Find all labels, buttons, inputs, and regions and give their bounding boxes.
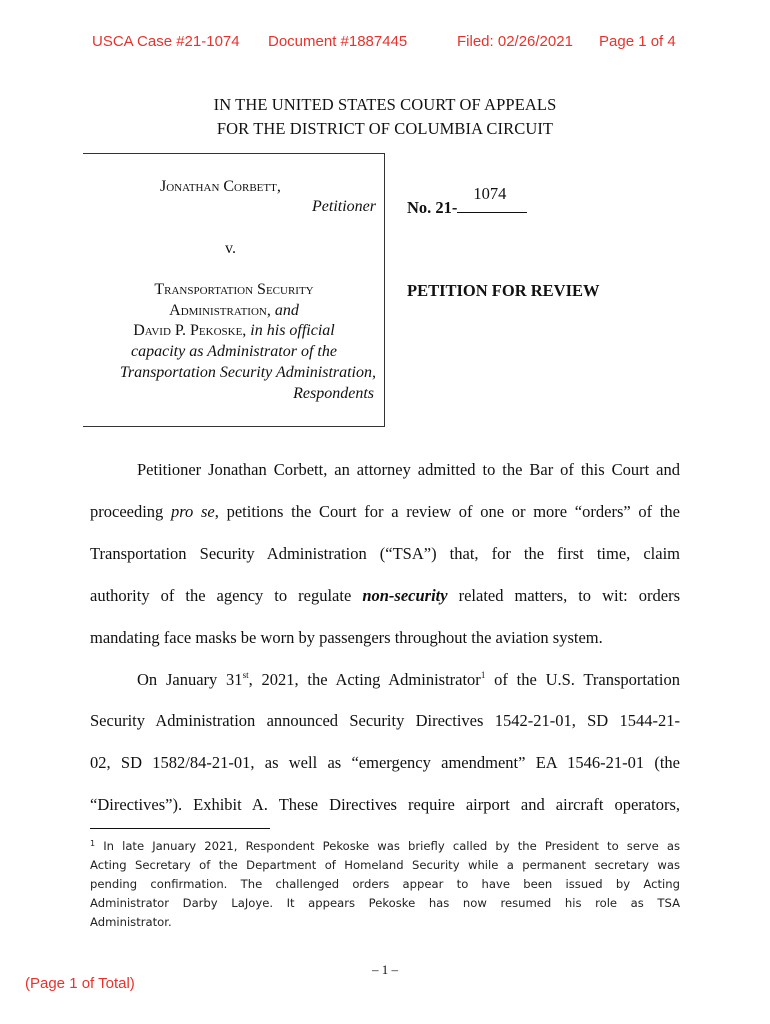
page-total-stamp: (Page 1 of Total)	[25, 975, 135, 992]
body-line: proceeding pro se, petitions the Court for a review of one or more “orders” of the	[90, 502, 680, 521]
case-number-prefix: No. 21-	[407, 198, 458, 217]
respondent-line-2-conj: and	[270, 302, 299, 319]
footnote-separator	[90, 828, 270, 829]
case-number-value: 1074	[473, 184, 507, 203]
court-title-line-1: IN THE UNITED STATES COURT OF APPEALS	[213, 95, 557, 114]
filed-date-header: Filed: 02/26/2021	[457, 33, 573, 50]
petition-title: PETITION FOR REVIEW	[407, 281, 600, 300]
case-number-header: USCA Case #21-1074	[92, 33, 240, 50]
versus: v.	[225, 240, 236, 257]
court-title-line-2: FOR THE DISTRICT OF COLUMBIA CIRCUIT	[216, 119, 554, 138]
respondent-role: Respondents	[293, 385, 374, 402]
document-number-header: Document #1887445	[268, 33, 408, 50]
footnote-number: 1	[90, 839, 96, 848]
page-number: – 1 –	[372, 962, 398, 977]
body-line: Petitioner Jonathan Corbett, an attorney admitted to the Bar of this Court and	[137, 460, 680, 479]
footnote-line: Administrator Darby LaJoye. It appears Pekoske has now resumed his role as TSA	[90, 896, 680, 910]
body-line: mandating face masks be worn by passengers throughout the aviation system.	[90, 628, 603, 647]
body-line: authority of the agency to regulate non-security related matters, to wit: orders	[90, 586, 681, 605]
respondent-line-2-name: Administration,	[169, 302, 271, 319]
footnote-reference: 1	[480, 670, 486, 680]
respondent-line-5: Transportation Security Administration,	[119, 364, 376, 381]
footnote-line: Administrator.	[90, 915, 172, 929]
respondent-line-3-name: David P. Pekoske,	[133, 322, 247, 339]
body-line: 02, SD 1582/84-21-01, as well as “emergency amendment” EA 1546-21-01 (the	[90, 753, 680, 772]
respondent-line-4: capacity as Administrator of the	[131, 343, 337, 360]
respondent-line-2	[0, 302, 468, 320]
petitioner-role: Petitioner	[312, 198, 376, 215]
body-line: Security Administration announced Security Directives 1542-21-01, SD 1544-21-	[90, 711, 680, 730]
respondent-line-1: Transportation Security	[154, 281, 314, 298]
footnote-line: pending confirmation. The challenged orders appear to have been issued by Acting	[90, 877, 680, 891]
footnote-line: $^1$ In late January 2021, Respondent Pekoske was briefly called by the President to serve as	[90, 839, 680, 853]
page-count-header: Page 1 of 4	[599, 33, 676, 50]
body-line: Transportation Security Administration (“TSA”) that, for the first time, claim	[90, 544, 680, 563]
respondent-line-3-capacity: in his official	[246, 322, 335, 339]
case-number	[407, 184, 527, 218]
case-number-blank	[457, 184, 527, 213]
petitioner-name: Jonathan Corbett,	[160, 178, 281, 195]
body-line: On January 31st, 2021, the Acting Administrator$^1$ of the U.S. Transportation	[137, 670, 680, 689]
respondent-line-3	[0, 322, 468, 340]
body-line: “Directives”). Exhibit A. These Directives require airport and aircraft operators,	[90, 795, 680, 814]
footnote-line: Acting Secretary of the Department of Homeland Security while a permanent secretary was	[90, 858, 680, 872]
